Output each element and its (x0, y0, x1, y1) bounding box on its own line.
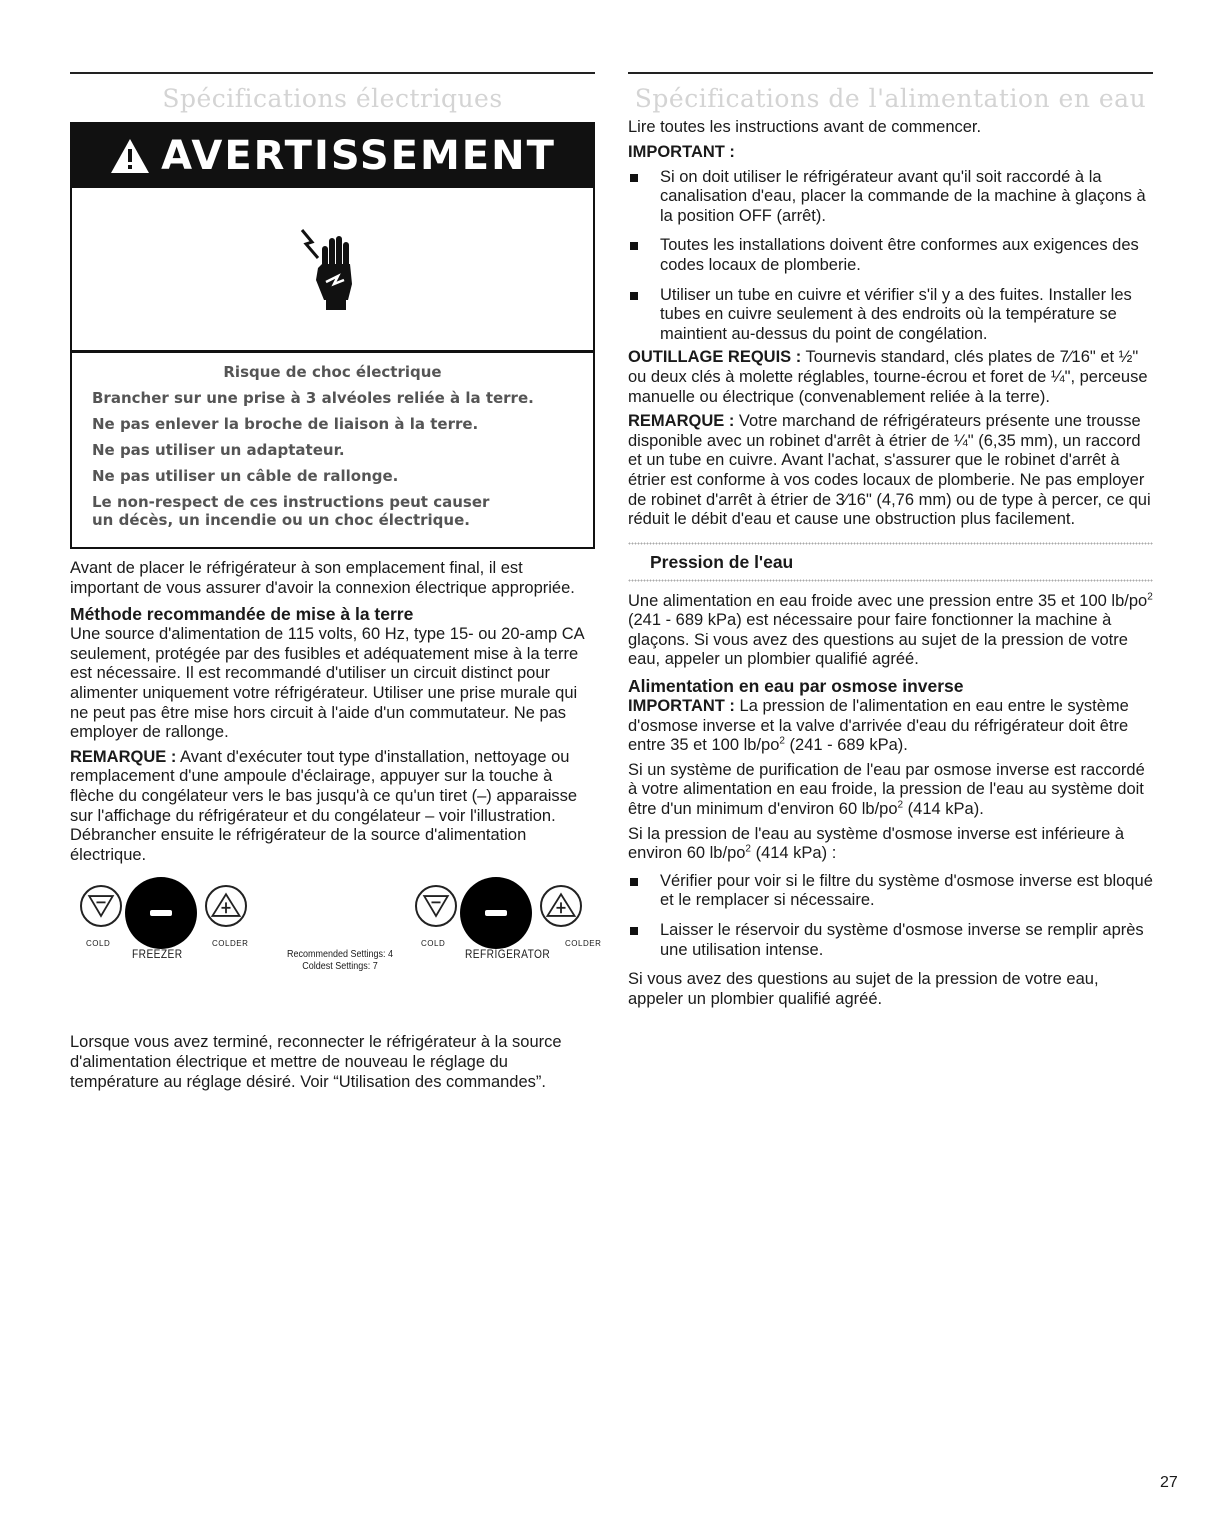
section-title-electrical: Spécifications électriques (162, 84, 503, 113)
refrigerator-label: REFRIGERATOR (465, 947, 551, 962)
warning-line: Le non-respect de ces instructions peut causer (92, 493, 490, 511)
osmose-text: Si un système de purification de l'eau par osmose inverse est raccordé à votre alimentation en eau froide, la pression de l'eau au système doit être d'un minimum d'environ 60 lb/po (628, 760, 1145, 819)
pression-text: (241 - 689 kPa) est nécessaire pour faire fonctionner la machine à glaçons. Si vous avez des questions au sujet de la pression de votre eau, appeler un plombier qualifié agréé. (628, 611, 1128, 669)
remarque-paragraph (70, 748, 595, 866)
outillage-text: Tournevis standard, clés plates de 7⁄16" et ½" ou deux clés à molette réglables, tourne-écrou et foret de ¼", perceuse manuelle ou électrique (convenablement reliée à la terre). (628, 348, 1148, 406)
pression-heading-band (628, 542, 1153, 582)
list-item: Utiliser un tube en cuivre et vérifier s'il y a des fuites. Installer les tubes en cuivre seulement à des endroits où la température se maintient au-dessus du point de congélation. (628, 286, 1153, 345)
osmose-text: La pression de l'alimentation en eau entre le système d'osmose inverse et la valve d'arrivée d'eau du réfrigérateur doit être entre 35 et 100 lb/po (628, 697, 1129, 755)
remarque-text: Votre marchand de réfrigérateurs présente une trousse disponible avec un robinet d'arrêt à étrier de ¼" (6,35 mm), un raccord et un tube en cuivre. Avant l'achat, s'assurer que le robinet d'arrêt à étrier est conforme à vos codes locaux de plomberie. Ne pas employer de robinet d'arrêt à étrier de 3⁄16" (4,76 mm) ou de type à percer, ce qui réduit le débit d'eau et cause une obstruction plus facilement. (628, 412, 1151, 529)
list-item: Si on doit utiliser le réfrigérateur avant qu'il soit raccordé à la canalisation d'eau, placer la commande de la machine à glaçons à la position OFF (arrêt). (628, 168, 1153, 227)
warning-header (72, 124, 593, 188)
remarque-text: Avant d'exécuter tout type d'installation, nettoyage ou remplacement d'une ampoule d'éclairage, appuyer sur la touche à flèche du congélateur vers le bas jusqu'à ce qu'un tiret (–) apparaisse sur l'affichage du réfrigérateur et du congélateur – voir l'illustration. Débrancher ensuite le réfrigérateur de la source d'alimentation électrique. (70, 747, 578, 864)
pression-paragraph (628, 592, 1153, 670)
osmose-paragraph (628, 761, 1153, 820)
electric-shock-hand-icon (298, 224, 368, 314)
display-dash-icon (485, 910, 507, 916)
important-list (628, 168, 1153, 345)
superscript: 2 (779, 735, 785, 747)
warning-line: Ne pas utiliser un adaptateur. (92, 441, 345, 459)
dotted-divider (628, 579, 1153, 582)
refrigerator-up-arrow-icon (540, 885, 582, 927)
refrigerator-colder-label: COLDER (565, 939, 602, 949)
closing-paragraph: Lorsque vous avez terminé, reconnecter le réfrigérateur à la source d'alimentation électrique et mettre de nouveau le réglage du température au réglage désiré. Voir “Utilisation des commandes”. (70, 1033, 562, 1091)
list-item: Toutes les installations doivent être conformes aux exigences des codes locaux de plomberie. (628, 236, 1153, 275)
warning-line: Risque de choc électrique (223, 363, 442, 381)
freezer-label: FREEZER (132, 947, 183, 962)
pression-text: Une alimentation en eau froide avec une pression entre 35 et 100 lb/po (628, 591, 1148, 610)
warning-box (70, 122, 595, 549)
dotted-divider (628, 542, 1153, 545)
outillage-paragraph (628, 348, 1153, 407)
osmose-text: (241 - 689 kPa). (784, 736, 908, 755)
freezer-display (125, 877, 197, 949)
refrigerator-cold-label: COLD (421, 939, 446, 949)
intro-paragraph: Avant de placer le réfrigérateur à son emplacement final, il est important de vous assurer d'avoir la connexion électrique appropriée. (70, 559, 575, 597)
remarque-paragraph (628, 412, 1153, 530)
section-title-water: Spécifications de l'alimentation en eau (634, 84, 1147, 113)
osmose-heading: Alimentation en eau par osmose inverse (628, 676, 964, 697)
remarque-label: REMARQUE : (70, 747, 177, 766)
osmose-text: (414 kPa). (903, 800, 984, 819)
warning-triangle-icon (109, 137, 151, 175)
recommended-settings (286, 949, 394, 973)
freezer-cold-label: COLD (86, 939, 111, 949)
osmose-important-label: IMPORTANT : (628, 697, 735, 716)
list-item: Vérifier pour voir si le filtre du système d'osmose inverse est bloqué et le remplacer si nécessaire. (628, 872, 1153, 911)
warning-line: Ne pas utiliser un câble de rallonge. (92, 467, 399, 485)
superscript: 2 (1147, 591, 1153, 603)
superscript: 2 (897, 799, 904, 811)
list-item: Laisser le réservoir du système d'osmose inverse se remplir après une utilisation intense. (628, 921, 1153, 960)
refrigerator-control (415, 877, 615, 987)
warning-line: Brancher sur une prise à 3 alvéoles reliée à la terre. (92, 389, 534, 407)
osmose-text: (414 kPa) : (750, 844, 837, 863)
right-column (628, 72, 1153, 1014)
closing-paragraph: Si vous avez des questions au sujet de la pression de votre eau, appeler un plombier qualifié agréé. (628, 970, 1099, 1008)
important-label: IMPORTANT : (628, 142, 735, 161)
page-number: 27 (1160, 1474, 1178, 1491)
pression-heading: Pression de l'eau (650, 551, 794, 572)
freezer-up-arrow-icon (205, 885, 247, 927)
refrigerator-down-arrow-icon (415, 885, 457, 927)
remarque-label: REMARQUE : (628, 412, 735, 431)
osmose-list (628, 872, 1153, 960)
warning-line: un décès, un incendie ou un choc électrique. (92, 511, 470, 529)
intro-paragraph: Lire toutes les instructions avant de commencer. (628, 118, 982, 136)
top-rule (628, 72, 1153, 74)
control-panel-illustration (70, 877, 602, 1027)
top-rule (70, 72, 595, 74)
warning-word: AVERTISSEMENT (161, 133, 556, 179)
osmose-paragraph (628, 825, 1153, 864)
freezer-down-arrow-icon (80, 885, 122, 927)
freezer-control (80, 877, 280, 987)
warning-lines (72, 353, 593, 547)
warning-line: Ne pas enlever la broche de liaison à la terre. (92, 415, 479, 433)
refrigerator-display (460, 877, 532, 949)
grounding-paragraph: Une source d'alimentation de 115 volts, 60 Hz, type 15- ou 20-amp CA seulement, protégée par des fusibles et adéquatement mise à la terre est nécessaire. Il est recommandé d'utiliser un circuit distinct pour alimenter uniquement votre réfrigérateur. Utiliser une prise murale qui ne peut pas être mise hors circuit à l'aide d'un commutateur. Ne pas employer de rallonge. (70, 625, 584, 742)
display-dash-icon (150, 910, 172, 916)
outillage-label: OUTILLAGE REQUIS : (628, 348, 802, 367)
left-column (70, 72, 602, 1097)
osmose-text: Si la pression de l'eau au système d'osmose inverse est inférieure à environ 60 lb/po (628, 824, 1125, 863)
warning-icon-row (72, 188, 593, 353)
superscript: 2 (745, 843, 751, 855)
osmose-important-paragraph (628, 697, 1153, 756)
recommended-settings-text: Recommended Settings: 4 (286, 949, 394, 961)
coldest-settings-text: Coldest Settings: 7 (302, 961, 378, 973)
freezer-colder-label: COLDER (212, 939, 249, 949)
grounding-heading: Méthode recommandée de mise à la terre (70, 604, 414, 625)
